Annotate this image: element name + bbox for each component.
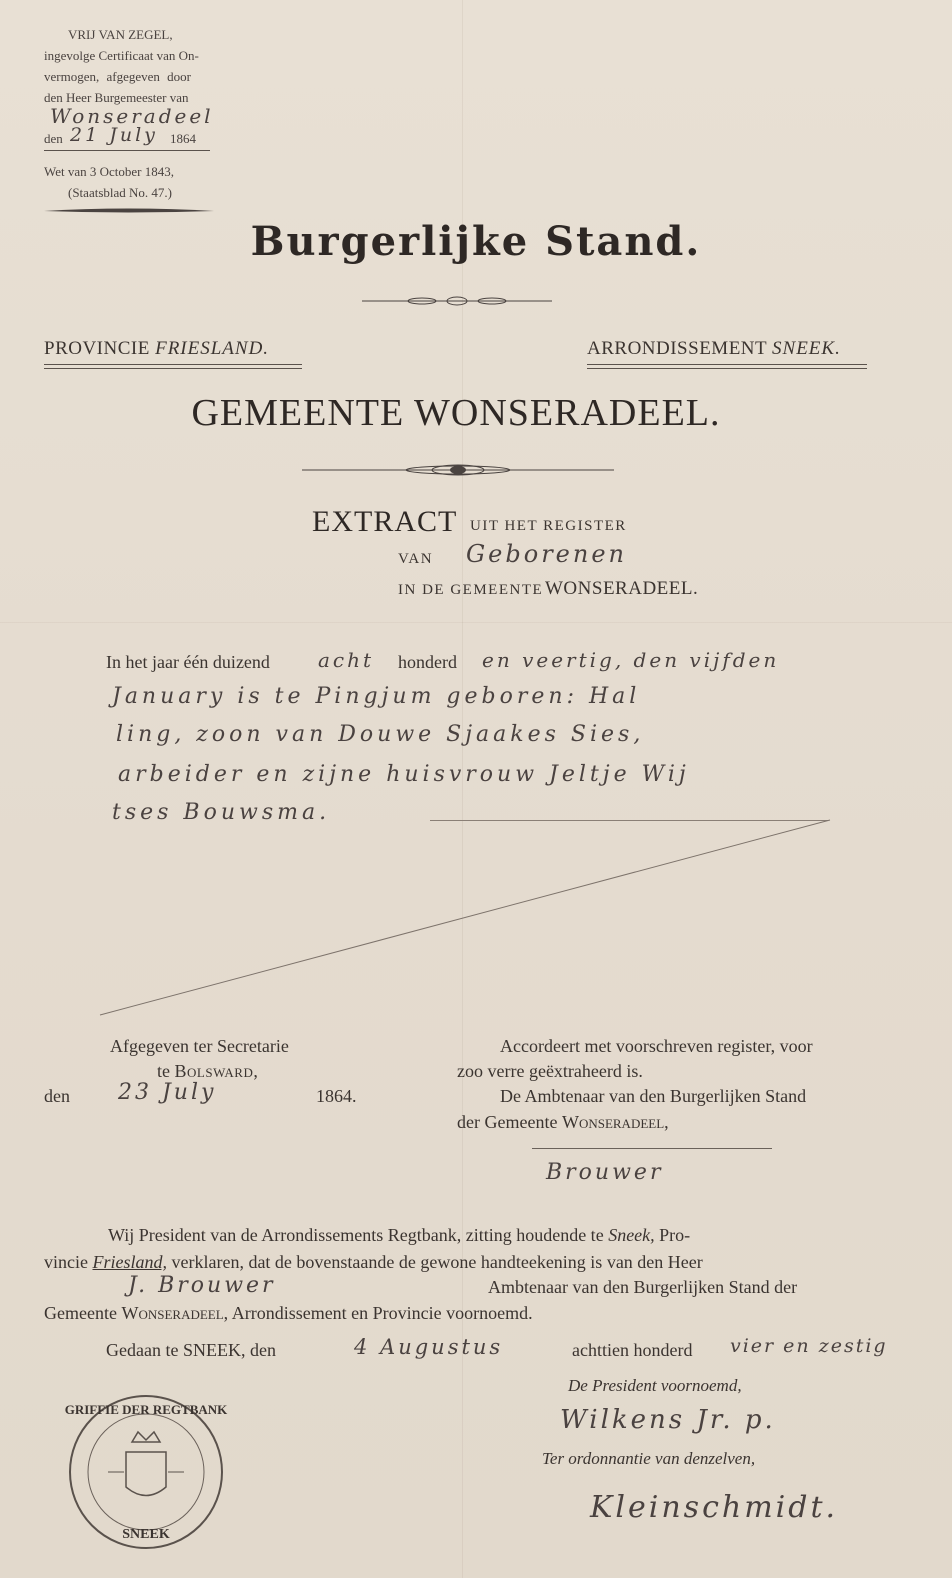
president-line1-start: Wij President van de Arrondissements Regtbank, zitting houdende te (108, 1225, 604, 1245)
record-line1-printed-mid: honderd (398, 652, 457, 672)
district-label: ARRONDISSEMENT (587, 338, 767, 359)
issued-te-label: te (157, 1061, 170, 1081)
extract-municipality-name: WONSERADEEL. (545, 578, 699, 599)
record-line1-hand-b: en veertig, den vijfden (482, 648, 780, 672)
record-line5-hand: tses Bouwsma. (112, 800, 331, 825)
title-ornament (362, 294, 552, 308)
record-line3-hand: ling, zoon van Douwe Sjaakes Sies, (116, 722, 645, 747)
gedaan-start: Gedaan te SNEEK, den (106, 1340, 276, 1360)
stamp-line4: den Heer Burgemeester van (44, 90, 189, 105)
clerk-signature: Kleinschmidt. (590, 1490, 839, 1525)
president-line2-start: vincie (44, 1252, 88, 1272)
president-line2-prov: Friesland, (92, 1252, 167, 1272)
registrar-signature: Brouwer (546, 1160, 664, 1185)
extract-word: EXTRACT (312, 505, 458, 538)
stamp-year: 1864 (170, 131, 196, 146)
president-line4-end: Arrondissement en Provincie voornoemd. (231, 1303, 533, 1323)
president-signature: Wilkens Jr. p. (560, 1405, 776, 1435)
district-line (587, 338, 841, 360)
accordeert-line2: zoo verre geëxtraheerd is. (457, 1061, 643, 1081)
gedaan-year-hand: vier en zestig (730, 1335, 888, 1357)
issued-year: 1864. (316, 1086, 357, 1106)
president-line3-hand: J. Brouwer (128, 1273, 276, 1298)
president-line1-end: Pro- (659, 1225, 691, 1245)
document-title: Burgerlijke Stand. (250, 218, 702, 265)
president-line1-place: Sneek, (608, 1225, 655, 1245)
record-line4-hand: arbeider en zijne huisvrouw Jeltje Wij (118, 762, 690, 787)
stamp-place-handwritten: Wonseradeel (50, 104, 214, 128)
stamp-date-handwritten: 21 July (70, 124, 158, 146)
municipality-heading: GEMEENTE WONSERADEEL. (191, 392, 721, 434)
stamp-den-label: den (44, 131, 63, 146)
accordeert-line4-name: Wonseradeel, (561, 1112, 669, 1132)
extract-in-de-label: IN DE GEMEENTE (398, 582, 544, 598)
province-underline (44, 364, 302, 369)
president-label: De President voornoemd, (568, 1376, 742, 1395)
gedaan-date-hand: 4 Augustus (354, 1335, 504, 1359)
cancel-line (100, 800, 860, 1020)
stamp-ornament-rule (44, 206, 214, 216)
province-label: PROVINCIE (44, 338, 150, 359)
stamp-line3: vermogen, afgegeven door (44, 69, 191, 84)
seal-top-text: GRIFFIE DER REGTBANK (64, 1402, 228, 1417)
municipality-ornament (302, 463, 614, 477)
stamp-law-line1: Wet van 3 October 1843, (44, 164, 174, 179)
record-line1-printed: In het jaar één duizend (106, 652, 270, 672)
seal-bottom-text: SNEEK (122, 1527, 170, 1542)
province-name: FRIESLAND. (155, 338, 270, 359)
record-line1-hand-a: acht (318, 648, 375, 672)
district-name: SNEEK. (772, 338, 841, 359)
issued-line1: Afgegeven ter Secretarie (110, 1036, 289, 1056)
president-line3-end: Ambtenaar van den Burgerlijken Stand der (488, 1277, 798, 1297)
district-underline (587, 364, 867, 369)
president-line2 (44, 1252, 703, 1273)
extract-rest: UIT HET REGISTER (470, 518, 627, 534)
court-seal (66, 1392, 226, 1552)
stamp-law-line2: (Staatsblad No. 47.) (68, 185, 172, 200)
president-line2-end: verklaren, dat de bovenstaande de gewone handteekening is van den Heer (171, 1252, 703, 1272)
record-line2-hand: January is te Pingjum geboren: Hal (112, 684, 641, 709)
register-type-handwritten: Geborenen (466, 540, 627, 568)
stamp-line2: ingevolge Certificaat van On- (44, 48, 199, 63)
accordeert-line3: De Ambtenaar van den Burgerlijken Stand (500, 1086, 807, 1106)
president-line4 (44, 1303, 533, 1324)
extract-van-label: VAN (398, 551, 434, 567)
ordonnantie-line: Ter ordonnantie van denzelven, (542, 1449, 756, 1468)
president-line1 (108, 1225, 690, 1246)
fold-line-horizontal (0, 622, 952, 623)
accordeert-line1: Accordeert met voorschreven register, voor (500, 1036, 813, 1056)
issued-date-handwritten: 23 July (118, 1080, 217, 1105)
stamp-line1: VRIJ VAN ZEGEL, (68, 27, 173, 42)
gedaan-mid: achttien honderd (572, 1340, 693, 1360)
issued-den-label: den (44, 1086, 70, 1106)
issued-te-line (157, 1061, 258, 1082)
president-line4-name: Wonseradeel, (121, 1303, 229, 1323)
province-line (44, 338, 269, 360)
president-line4-start: Gemeente (44, 1303, 117, 1323)
accordeert-line4-start: der Gemeente (457, 1112, 558, 1132)
issued-place: Bolsward, (174, 1061, 259, 1081)
accordeert-line4 (457, 1112, 669, 1133)
